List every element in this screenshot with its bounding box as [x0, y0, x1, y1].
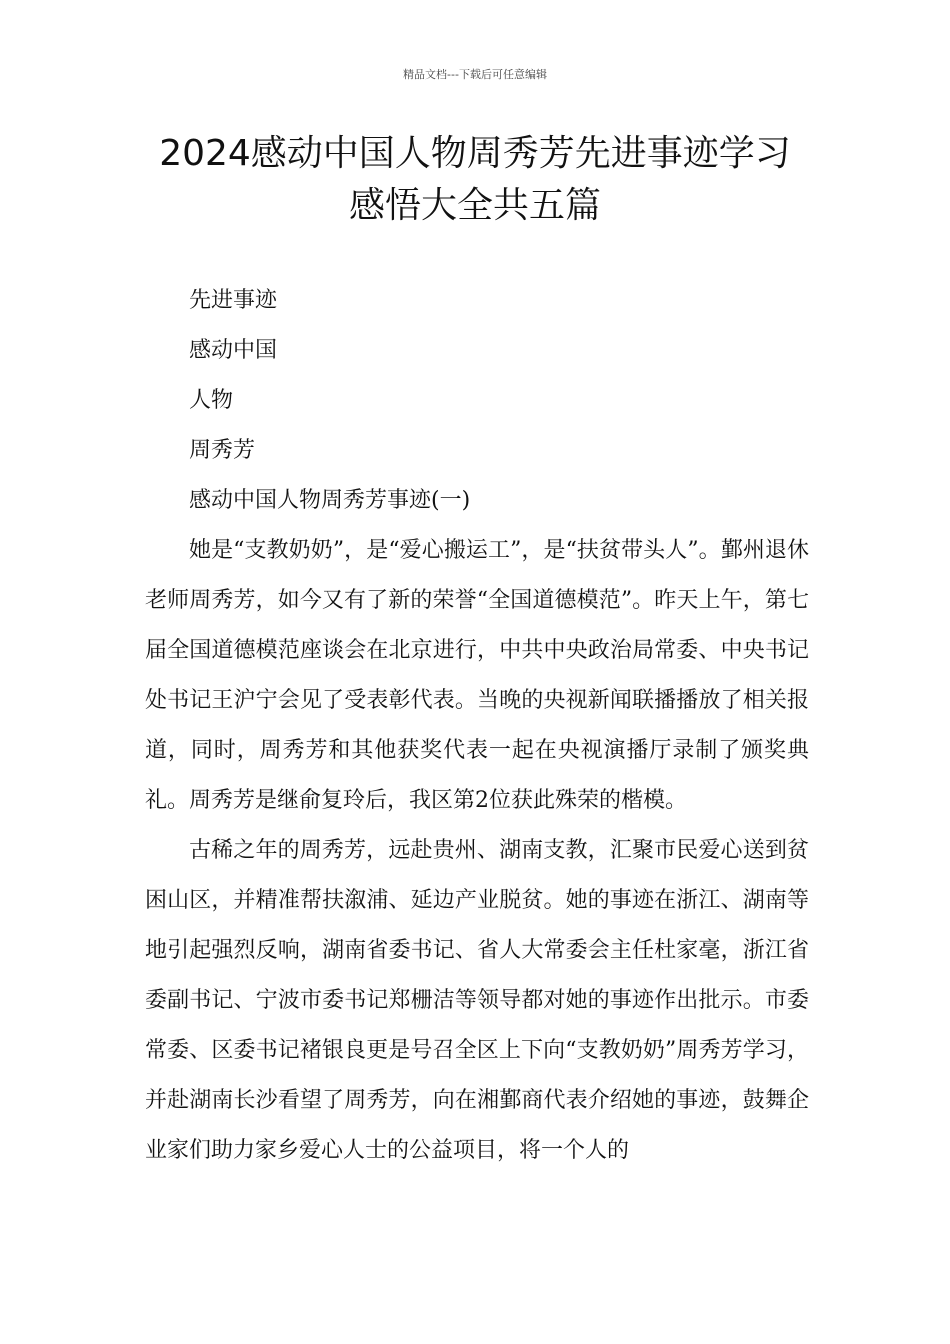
keyword-line: 周秀芳 — [189, 438, 256, 463]
body-paragraph: 她是“支教奶奶”，是“爱心搬运工”，是“扶贫带头人”。鄞州退休老师周秀芳，如今又有了新的荣誉“全国道德模范”。昨天上午，第七届全国道德模范座谈会在北京进行，中共中央政治局常委、中央书记处书记王沪宁会见了受表彰代表。当晚的央视新闻联播播放了相关报道，同时，周秀芳和其他获奖代表一起在央视演播厅录制了颁奖典礼。周秀芳是继俞复玲后，我区第2位获此殊荣的楷模。 — [145, 538, 809, 813]
keyword-line: 先进事迹 — [189, 288, 278, 313]
title-line-1: 2024感动中国人物周秀芳先进事迹学习 — [159, 133, 791, 174]
document-body — [145, 276, 809, 1176]
keyword-line: 感动中国 — [189, 338, 278, 363]
body-paragraph: 古稀之年的周秀芳，远赴贵州、湖南支教，汇聚市民爱心送到贫困山区，并精准帮扶溆浦、延边产业脱贫。她的事迹在浙江、湖南等地引起强烈反响，湖南省委书记、省人大常委会主任杜家毫，浙江省委副书记、宁波市委书记郑栅洁等领导都对她的事迹作出批示。市委常委、区委书记褚银良更是号召全区上下向“支教奶奶”周秀芳学习，并赴湖南长沙看望了周秀芳，向在湘鄞商代表介绍她的事迹，鼓舞企业家们助力家乡爱心人士的公益项目，将一个人的 — [145, 838, 809, 1163]
document-title — [100, 128, 850, 232]
keyword-line: 人物 — [189, 388, 234, 413]
section-heading: 感动中国人物周秀芳事迹(一) — [189, 488, 471, 513]
header-note: 精品文档---下载后可任意编辑 — [403, 68, 547, 81]
title-line-2: 感悟大全共五篇 — [348, 185, 601, 226]
